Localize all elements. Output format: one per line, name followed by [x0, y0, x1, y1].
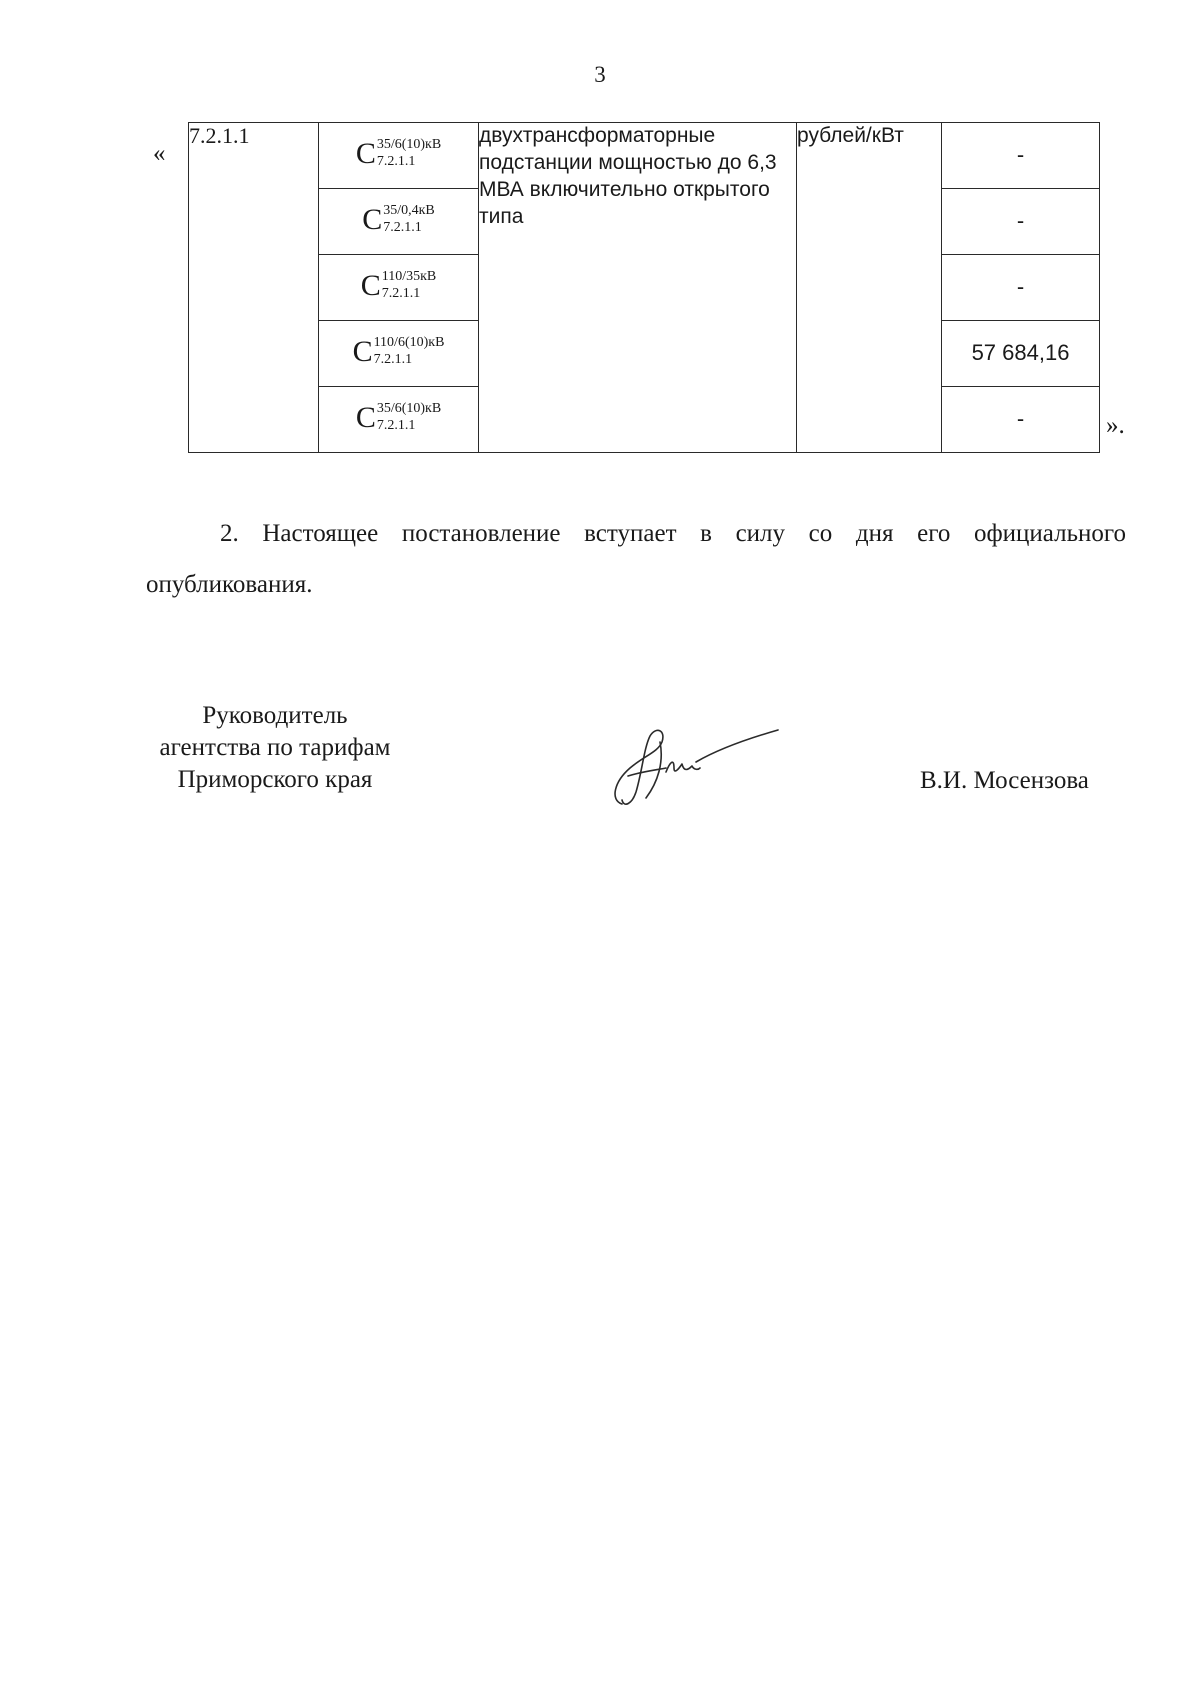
symbol-letter: C [360, 269, 381, 302]
signatory-title-line: Приморского края [177, 766, 373, 793]
closing-quote: ». [1106, 412, 1125, 439]
symbol-subscript: 7.2.1.1 [381, 286, 421, 301]
item-description: двухтрансформаторные подстанции мощностью до 6,3 МВА включительно открытого типа [479, 123, 797, 453]
unit-of-measure: рублей/кВт [797, 123, 942, 453]
symbol-superscript: 35/0,4кВ [383, 203, 435, 218]
signatory-title [140, 700, 410, 796]
rate-value: - [942, 255, 1100, 321]
rate-symbol [362, 205, 435, 238]
effective-date-paragraph [146, 508, 1126, 610]
symbol-letter: C [352, 335, 373, 368]
symbol-subscript: 7.2.1.1 [376, 154, 416, 169]
symbol-superscript: 110/6(10)кВ [373, 335, 445, 350]
rate-symbol [356, 403, 441, 436]
rate-symbol [356, 139, 441, 172]
rate-value: 57 684,16 [942, 321, 1100, 387]
symbol-subscript: 7.2.1.1 [376, 418, 416, 433]
symbol-subscript: 7.2.1.1 [383, 220, 422, 235]
rate-value: - [942, 387, 1100, 453]
symbol-letter: C [362, 203, 383, 236]
rate-symbol-cell [319, 189, 479, 255]
rate-symbol [353, 337, 445, 370]
symbol-subscript: 7.2.1.1 [373, 352, 413, 367]
rate-symbol-cell [319, 321, 479, 387]
signatory-title-line: Руководитель [202, 702, 348, 729]
symbol-letter: C [355, 137, 376, 170]
rate-value: - [942, 189, 1100, 255]
symbol-superscript: 35/6(10)кВ [376, 401, 442, 416]
opening-quote: « [153, 140, 166, 167]
table-row [189, 123, 1100, 189]
symbol-superscript: 35/6(10)кВ [376, 137, 442, 152]
rate-value: - [942, 123, 1100, 189]
handwritten-signature [600, 712, 800, 812]
signatory-title-line: агентства по тарифам [159, 734, 391, 761]
page-number: 3 [594, 62, 606, 87]
rate-symbol [361, 271, 437, 304]
rate-symbol-cell [319, 123, 479, 189]
item-code: 7.2.1.1 [189, 123, 319, 453]
paragraph-text: 2. Настоящее постановление вступает в силу со дня его официального опубликования. [146, 520, 1126, 598]
symbol-letter: C [355, 401, 376, 434]
rate-symbol-cell [319, 387, 479, 453]
tariff-table [188, 122, 1100, 453]
symbol-superscript: 110/35кВ [381, 269, 437, 284]
rate-symbol-cell [319, 255, 479, 321]
signatory-name: В.И. Мосензова [920, 767, 1089, 794]
